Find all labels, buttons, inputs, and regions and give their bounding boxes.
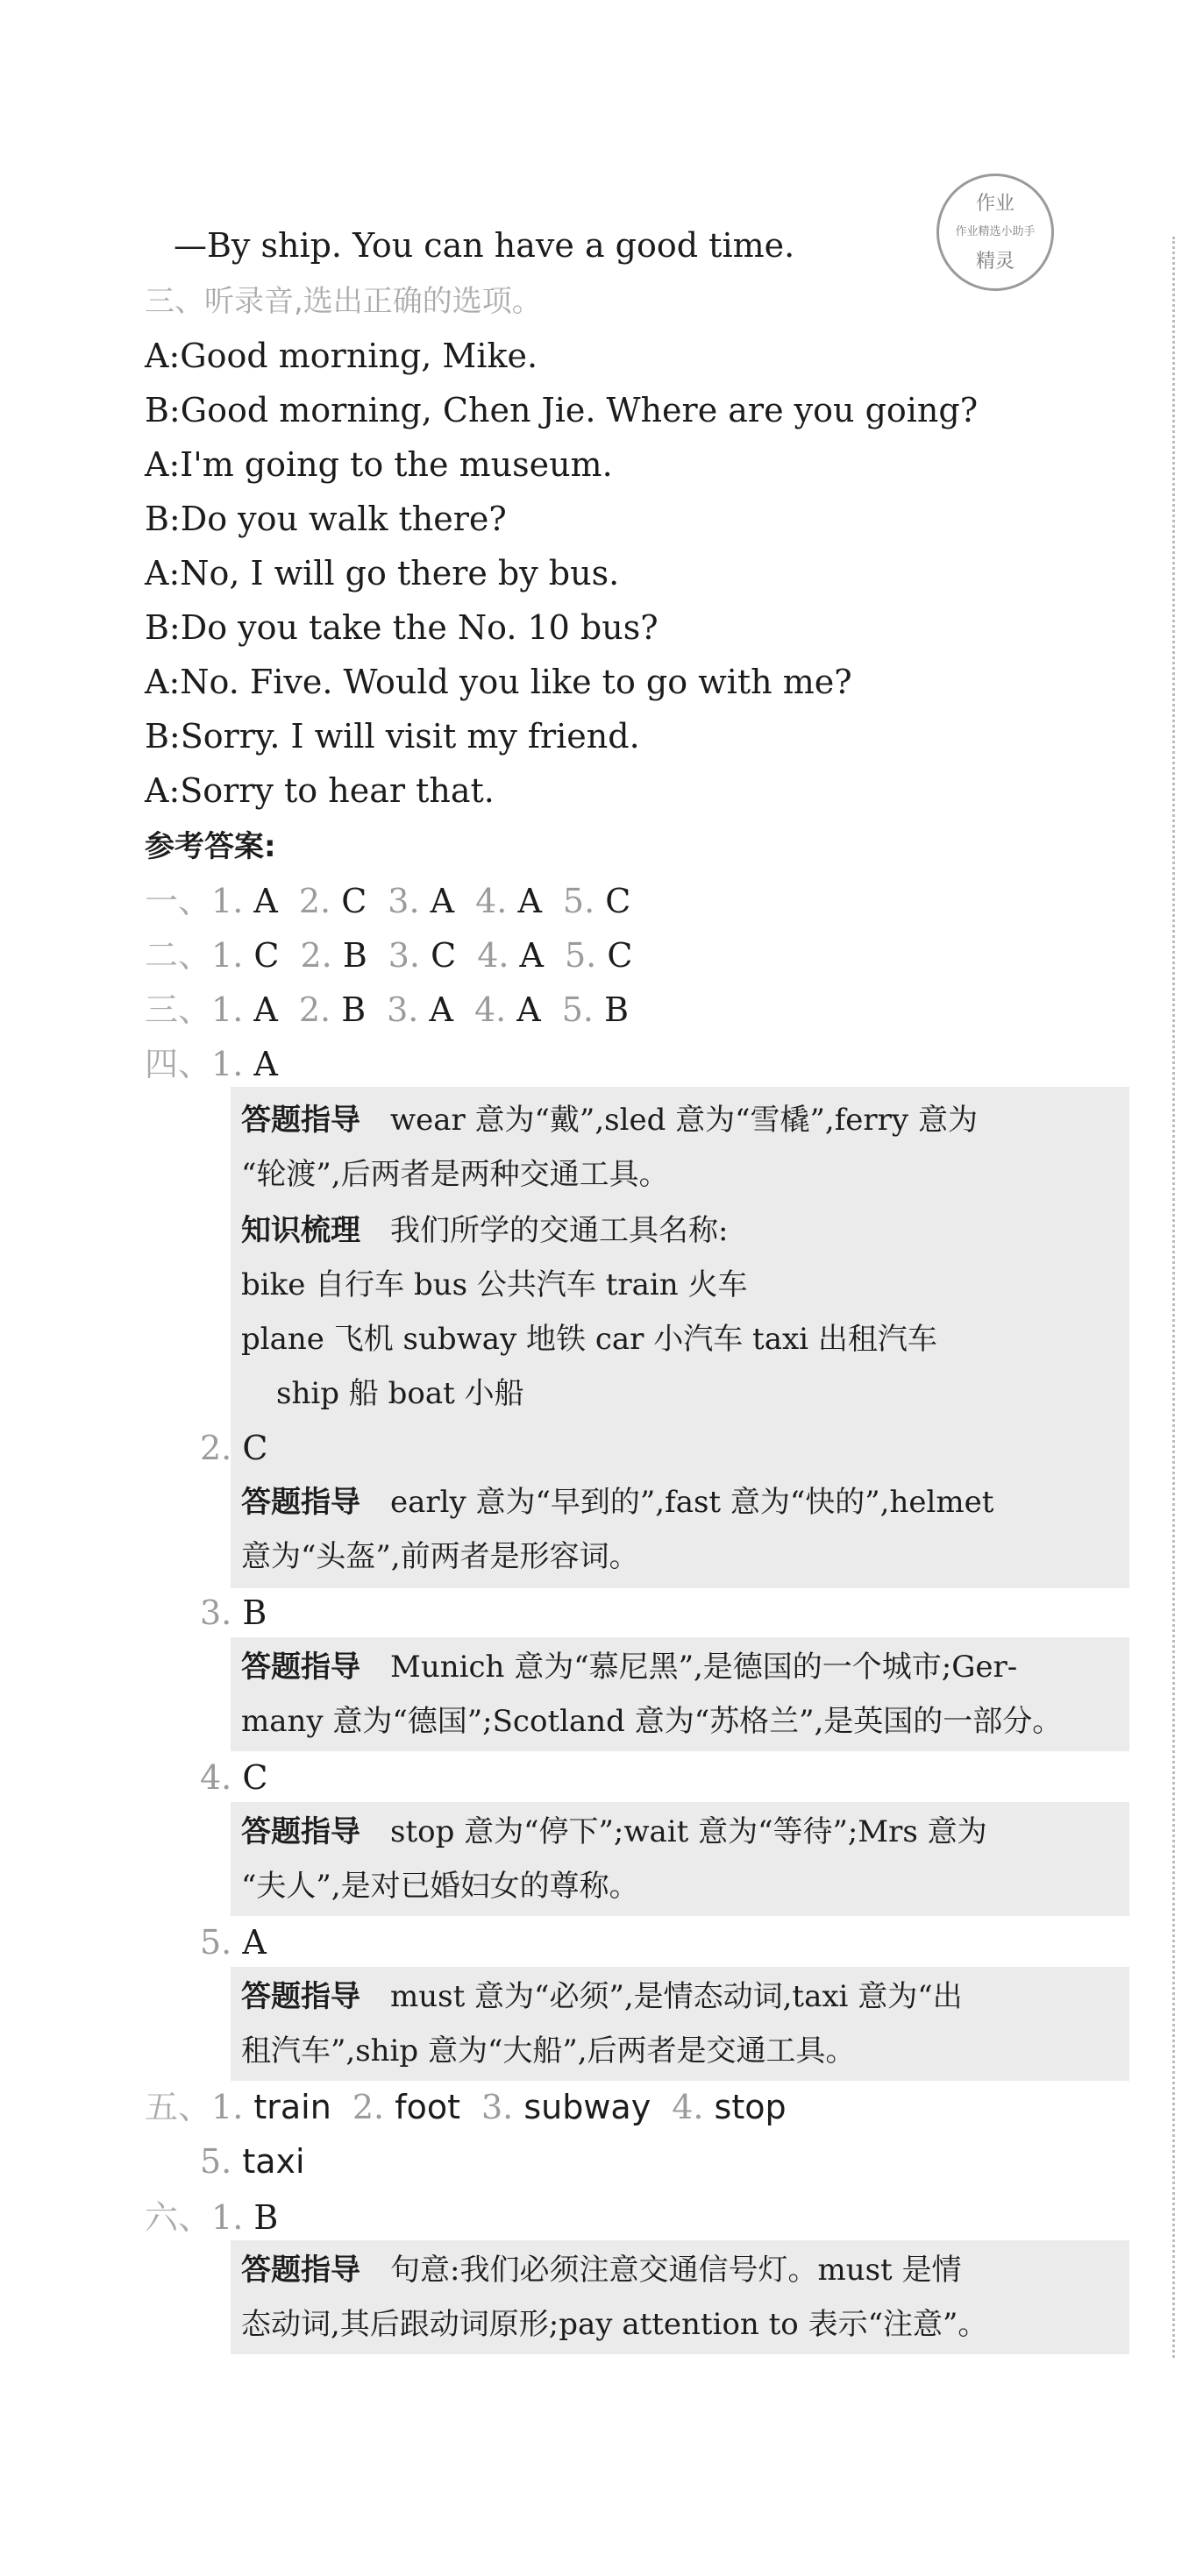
item-answer: C bbox=[431, 936, 457, 975]
item-num: 1. bbox=[211, 882, 244, 920]
item-answer: B bbox=[253, 2198, 279, 2237]
item-answer: A bbox=[430, 882, 455, 920]
section-label: 二、 bbox=[145, 936, 212, 975]
guide-text: 态动词,其后跟动词原形;pay attention to 表示“注意”。 bbox=[241, 2307, 988, 2342]
s4-q1 bbox=[145, 1045, 278, 1083]
dialogue-line: A:Sorry to hear that. bbox=[145, 771, 495, 810]
s5-row-2 bbox=[200, 2142, 305, 2181]
guide-line bbox=[241, 1101, 978, 1139]
dialogue-top: —By ship. You can have a good time. bbox=[174, 226, 795, 265]
knowledge-label: 知识梳理 bbox=[241, 1213, 360, 1248]
guide-text: early 意为“早到的”,fast 意为“快的”,helmet bbox=[390, 1485, 994, 1520]
item-answer: C bbox=[341, 882, 367, 920]
guide-line bbox=[241, 1648, 1017, 1686]
item-answer: C bbox=[242, 1429, 268, 1467]
guide-text: 意为“头盔”,前两者是形容词。 bbox=[241, 1539, 639, 1574]
item-answer: A bbox=[253, 882, 278, 920]
section-label: 四、 bbox=[145, 1045, 212, 1083]
guide-text: “轮渡”,后两者是两种交通工具。 bbox=[241, 1157, 669, 1192]
item-answer: A bbox=[517, 882, 542, 920]
item-num: 3. bbox=[388, 882, 420, 920]
item-num: 1. bbox=[211, 936, 244, 975]
s4-q5 bbox=[200, 1923, 267, 1962]
item-answer: C bbox=[607, 936, 633, 975]
dialogue-line: B:Sorry. I will visit my friend. bbox=[145, 717, 640, 756]
knowledge-vocab: ship 船 boat 小船 bbox=[276, 1376, 524, 1411]
s4-q3 bbox=[200, 1593, 267, 1632]
item-num: 2. bbox=[298, 990, 331, 1029]
dialogue-line: B:Do you walk there? bbox=[145, 500, 507, 538]
item-num: 1. bbox=[211, 2088, 244, 2126]
item-answer: taxi bbox=[242, 2142, 305, 2181]
knowledge-intro: 我们所学的交通工具名称: bbox=[390, 1213, 729, 1248]
answers-heading: 参考答案: bbox=[145, 829, 276, 864]
dialogue-line: B:Do you take the No. 10 bus? bbox=[145, 608, 659, 647]
item-answer: A bbox=[516, 990, 541, 1029]
item-answer: train bbox=[253, 2088, 331, 2126]
item-num: 4. bbox=[200, 1758, 232, 1797]
stamp-bottom-text: 精灵 bbox=[975, 251, 1015, 273]
guide-label: 答题指导 bbox=[241, 1485, 360, 1520]
section3-title: 三、听录音,选出正确的选项。 bbox=[145, 284, 542, 319]
guide-text: 租汽车”,ship 意为“大船”,后两者是交通工具。 bbox=[241, 2033, 856, 2069]
guide-label: 答题指导 bbox=[241, 1103, 360, 1138]
item-answer: stop bbox=[714, 2088, 787, 2126]
dialogue-line: A:Good morning, Mike. bbox=[145, 337, 538, 375]
guide-label: 答题指导 bbox=[241, 1650, 360, 1685]
guide-text: many 意为“德国”;Scotland 意为“苏格兰”,是英国的一部分。 bbox=[241, 1704, 1063, 1739]
margin-rule bbox=[1172, 237, 1175, 2358]
item-num: 2. bbox=[352, 2088, 385, 2126]
guide-label: 答题指导 bbox=[241, 1979, 360, 2014]
answer-row-1 bbox=[145, 882, 630, 920]
item-num: 3. bbox=[200, 1593, 232, 1632]
item-answer: A bbox=[242, 1923, 267, 1962]
dialogue-line: B:Good morning, Chen Jie. Where are you going? bbox=[145, 391, 979, 429]
item-answer: A bbox=[253, 1045, 278, 1083]
item-num: 5. bbox=[562, 882, 595, 920]
item-num: 3. bbox=[481, 2088, 514, 2126]
section-label: 三、 bbox=[145, 990, 212, 1029]
item-num: 3. bbox=[388, 936, 421, 975]
answer-row-2 bbox=[145, 936, 632, 975]
item-answer: A bbox=[429, 990, 453, 1029]
knowledge-line bbox=[241, 1211, 728, 1250]
item-answer: A bbox=[519, 936, 544, 975]
item-num: 1. bbox=[211, 1045, 244, 1083]
dialogue-line: A:No. Five. Would you like to go with me? bbox=[145, 663, 852, 701]
s5-row bbox=[145, 2088, 787, 2126]
item-num: 5. bbox=[565, 936, 597, 975]
stamp-logo bbox=[936, 174, 1054, 291]
item-answer: C bbox=[242, 1758, 268, 1797]
guide-text: 句意:我们必须注意交通信号灯。must 是情 bbox=[390, 2253, 962, 2288]
s6-q1 bbox=[145, 2198, 278, 2237]
item-answer: C bbox=[605, 882, 631, 920]
section-label: 一、 bbox=[145, 882, 212, 920]
item-answer: subway bbox=[523, 2088, 651, 2126]
item-num: 3. bbox=[387, 990, 419, 1029]
item-answer: A bbox=[253, 990, 278, 1029]
stamp-middle-text: 作业精选小助手 bbox=[955, 225, 1036, 238]
guide-line bbox=[241, 1813, 987, 1851]
dialogue-line: A:I'm going to the museum. bbox=[145, 445, 613, 484]
item-num: 5. bbox=[200, 2142, 232, 2181]
item-answer: foot bbox=[395, 2088, 460, 2126]
section-label: 六、 bbox=[145, 2198, 212, 2237]
item-num: 4. bbox=[475, 882, 508, 920]
item-answer: B bbox=[242, 1593, 267, 1632]
item-num: 2. bbox=[200, 1429, 232, 1467]
guide-line bbox=[241, 1483, 993, 1522]
item-answer: B bbox=[342, 936, 367, 975]
s4-q2 bbox=[200, 1429, 267, 1467]
item-num: 1. bbox=[211, 2198, 244, 2237]
section-label: 五、 bbox=[145, 2088, 212, 2126]
item-num: 5. bbox=[200, 1923, 232, 1962]
item-answer: C bbox=[253, 936, 280, 975]
guide-line bbox=[241, 1977, 963, 2016]
item-answer: B bbox=[341, 990, 367, 1029]
guide-label: 答题指导 bbox=[241, 1814, 360, 1849]
item-num: 4. bbox=[477, 936, 509, 975]
item-num: 1. bbox=[211, 990, 244, 1029]
item-num: 2. bbox=[298, 882, 331, 920]
item-num: 5. bbox=[561, 990, 594, 1029]
answer-row-3 bbox=[145, 990, 629, 1029]
item-num: 4. bbox=[672, 2088, 704, 2126]
item-num: 2. bbox=[300, 936, 332, 975]
guide-text: must 意为“必须”,是情态动词,taxi 意为“出 bbox=[390, 1979, 963, 2014]
stamp-top-text: 作业 bbox=[975, 193, 1015, 215]
guide-line bbox=[241, 2251, 962, 2289]
item-num: 4. bbox=[473, 990, 507, 1029]
dialogue-line: A:No, I will go there by bus. bbox=[145, 554, 620, 593]
guide-text: Munich 意为“慕尼黑”,是德国的一个城市;Ger- bbox=[390, 1650, 1018, 1685]
guide-text: stop 意为“停下”;wait 意为“等待”;Mrs 意为 bbox=[390, 1814, 987, 1849]
guide-text: “夫人”,是对已婚妇女的尊称。 bbox=[241, 1869, 639, 1904]
guide-text: wear 意为“戴”,sled 意为“雪橇”,ferry 意为 bbox=[390, 1103, 978, 1138]
item-answer: B bbox=[604, 990, 630, 1029]
knowledge-vocab: bike 自行车 bus 公共汽车 train 火车 bbox=[241, 1267, 748, 1302]
knowledge-vocab: plane 飞机 subway 地铁 car 小汽车 taxi 出租汽车 bbox=[241, 1322, 937, 1357]
guide-label: 答题指导 bbox=[241, 2253, 360, 2288]
s4-q4 bbox=[200, 1758, 267, 1797]
